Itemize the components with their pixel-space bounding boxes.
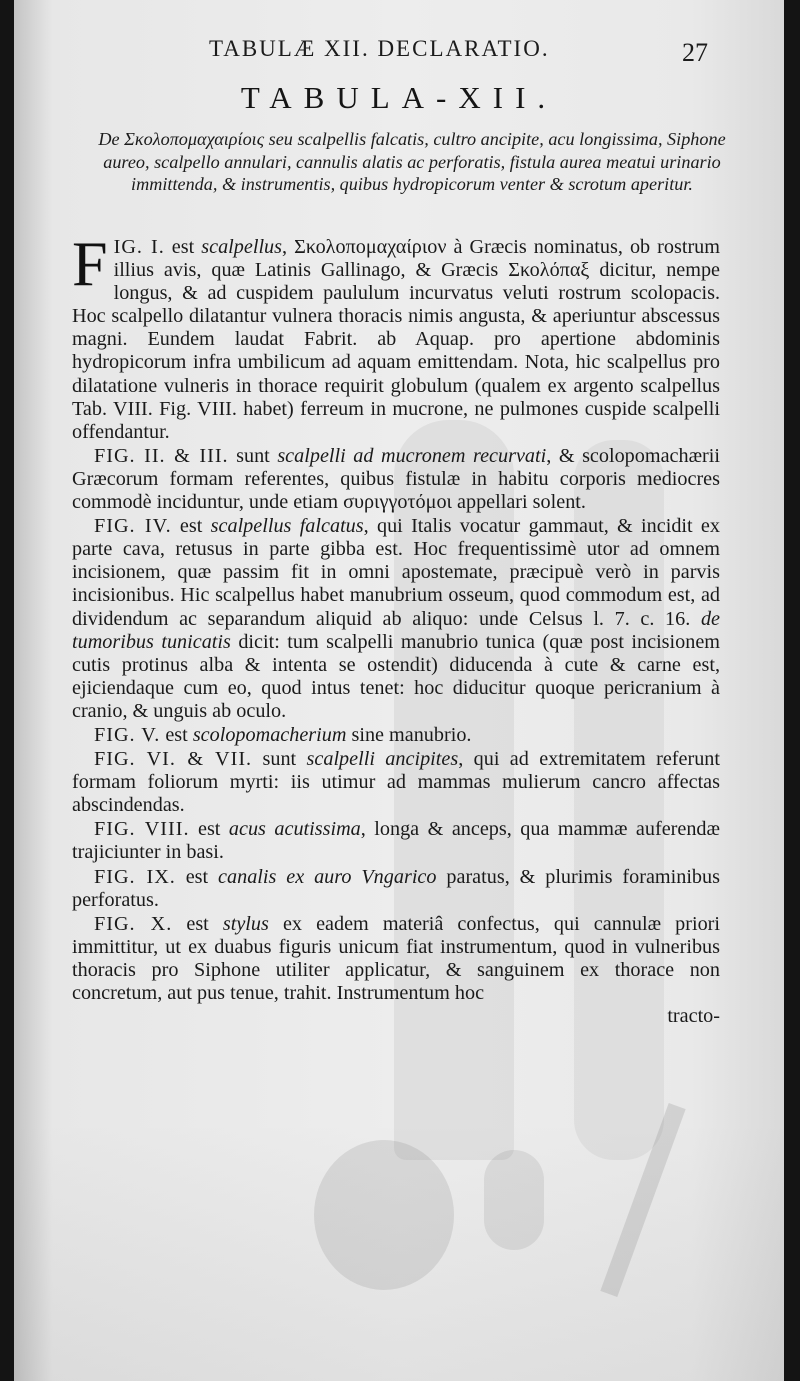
bleed-through-illustration <box>484 1150 544 1250</box>
paragraph-text: est <box>175 865 219 888</box>
paragraph-text: est <box>189 818 229 841</box>
figure-label: FIG. IV. <box>94 515 172 538</box>
book-page <box>14 0 784 1381</box>
paragraph-text: , Σκολοπομαχαίριον à Græcis nominatus, ob rostrum illius avis, quæ Latinis Gallinago, & Græcis Σκολόπαξ dicitur, nempe longus, & ad cuspidem paululum incurvatus veluti rostrum scolopacis. Hoc scalpello dilatantur vulnera thoracis nimis angusta, & aperiuntur abscessus magni. Eundem laudat Fabrit. ab Aquap. pro apertione abdominis hydropicorum infra umbilicum ad aquam emittendam. Nota, hic scalpellus pro dilatatione vulneris in thorace requirit globulum (qualem ex argento scalpellus Tab. VIII. Fig. VIII. habet) ferreum in mucrone, ne pulmones cuspide scalpelli offendantur. <box>72 236 720 443</box>
figure-label: FIG. VI. & VII. <box>94 748 253 771</box>
fig-4-paragraph <box>72 515 720 723</box>
fig-1-paragraph <box>72 228 720 444</box>
paragraph-text: , qui ad extremitatem referunt formam foliorum myrti: iis utimur ad mammas mulierum cancro affectas abscindendas. <box>72 748 721 817</box>
page-title: TABULA-XII. <box>240 80 558 115</box>
term: scalpellus falcatus <box>210 515 364 538</box>
paragraph-text: dicit: tum scalpelli manubrio tunica (quæ post incisionem cutis protinus alba & intenta se ostendit) diducenda à cute & carne est, ejiciendaque cum eo, quod intus tenet: hoc diducitur quoque pericranium à cranio, & unguis ab oculo. <box>72 630 720 722</box>
paragraph-text: paratus, & plurimis foraminibus perforatus. <box>72 865 720 911</box>
fig-8-paragraph <box>72 818 720 864</box>
term: acus acutissima <box>228 818 361 841</box>
paragraph-text: ex eadem materiâ confectus, qui cannulæ priori immittitur, ut ex duabus figuris unicum fiat instrumentum, quod in vulneribus thoracis pro Siphone utiliter applicatur, & sanguinem ex thorace non concretum, aut pus tenue, trahit. Instrumentum hoc <box>72 912 720 1004</box>
fig-10-paragraph <box>72 913 720 1005</box>
bleed-through-illustration <box>600 1103 685 1297</box>
figure-label: FIG. II. & III. <box>94 444 229 467</box>
figure-label: IG. I. <box>113 236 165 258</box>
paragraph-text: , qui Italis vocatur gammaut, & incidit ex parte cava, retusus in parte gibba est. Hoc frequentissimè utor ad omnem incisionem, quæ passim fit in omni apostemate, præcipuè verò in parvis incisionibus. Hic scalpellus habet manubrium osseum, quod commodum est, ad dividendum ac separandum aliquid ab aliquo: unde Celsus l. 7. c. 16. <box>72 515 720 630</box>
term: scolopomacherium <box>192 723 347 746</box>
bleed-through-illustration <box>314 1140 454 1290</box>
drop-cap: F <box>72 228 108 299</box>
catchword: tracto- <box>667 1005 720 1028</box>
text-body <box>72 228 721 1028</box>
paragraph-text: est <box>172 912 223 935</box>
running-head: TABULÆ XII. DECLARATIO. <box>209 36 550 61</box>
subheading: De Σκολοπομαχαιρίοις seu scalpellis falcatis, cultro ancipite, acu longissima, Siphone aureo, scalpello annulari, cannulis alatis ac perforatis, fistula aurea meatui urinario immittenda, & instrumentis, quibus hydropicorum venter & scrotum aperitur. <box>98 129 726 194</box>
paragraph-text: , & scolopomachærii Græcorum formam referentes, quibus fistulæ in habitu corporis mediocres commodè inciduntur, unde etiam συριγγοτόμοι appellari solent. <box>72 444 720 514</box>
figure-label: FIG. V. <box>94 723 161 746</box>
figure-label: FIG. VIII. <box>94 818 190 841</box>
paragraph-text: sine manubrio. <box>346 723 472 746</box>
fig-2-3-paragraph <box>72 445 720 514</box>
paragraph-text: est <box>164 236 202 258</box>
figure-label: FIG. X. <box>94 912 173 935</box>
fig-6-7-paragraph <box>72 748 720 817</box>
fig-5-paragraph <box>72 724 720 747</box>
paragraph-text: , longa & anceps, qua mammæ auferendæ trajiciunter in basi. <box>72 818 720 864</box>
term: scalpelli ad mucronem recurvati <box>277 444 547 467</box>
page-number: 27 <box>682 38 708 67</box>
term: scalpellus <box>201 236 283 258</box>
figure-label: FIG. IX. <box>94 865 176 888</box>
term: scalpelli ancipites <box>306 748 459 771</box>
paragraph-text: sunt <box>228 444 278 467</box>
term: stylus <box>222 912 269 935</box>
fig-9-paragraph <box>72 866 720 912</box>
term: de tumoribus tunicatis <box>72 607 720 653</box>
term: canalis ex auro Vngarico <box>218 865 437 888</box>
paragraph-text: est <box>160 723 193 746</box>
paragraph-text: sunt <box>252 748 307 771</box>
paragraph-text: est <box>171 515 211 538</box>
